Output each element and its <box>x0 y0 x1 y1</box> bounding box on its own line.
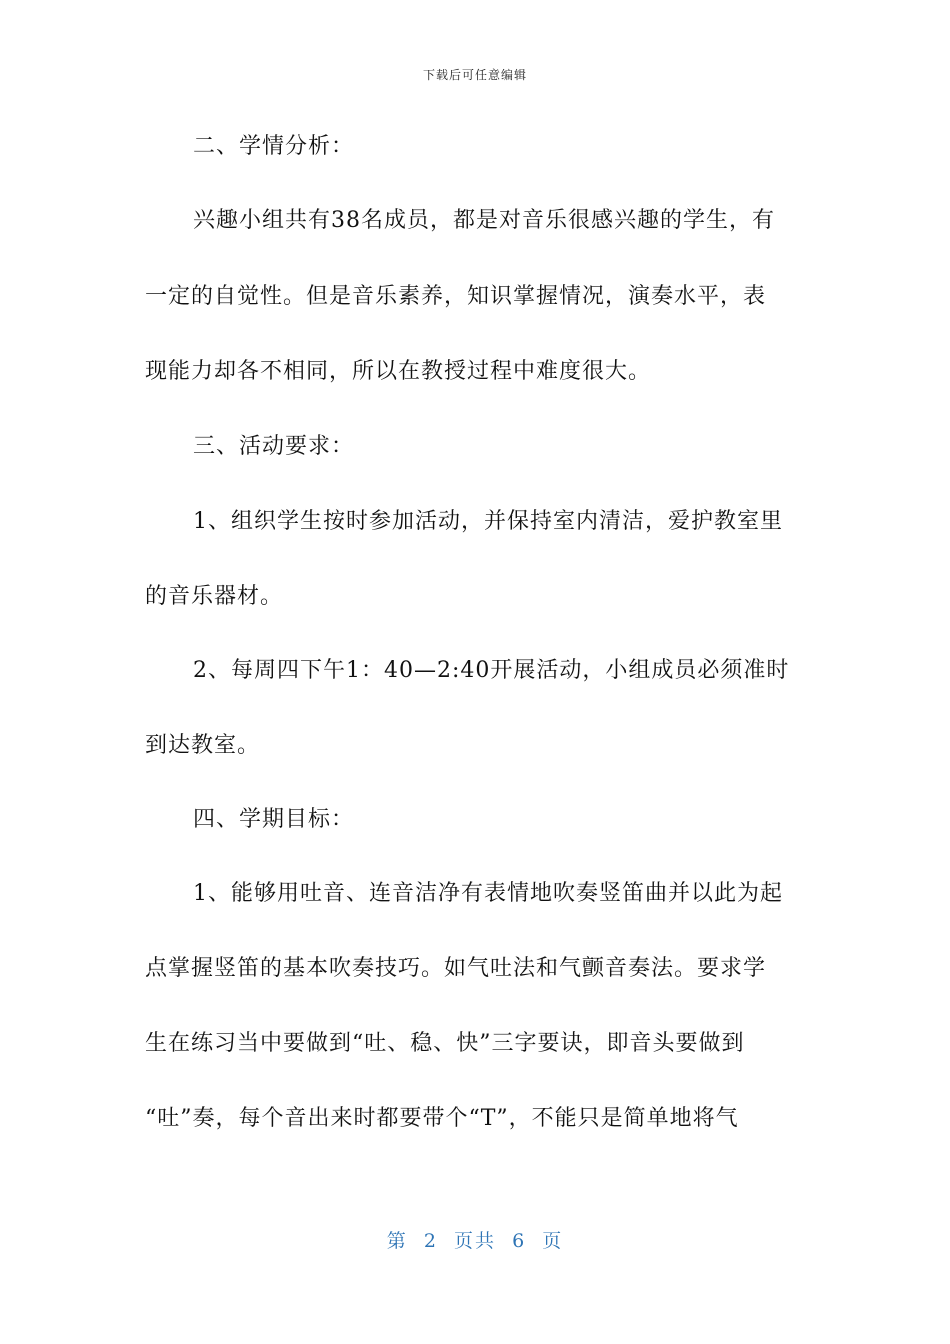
paragraph-line: 生在练习当中要做到“吐、稳、快”三字要诀，即音头要做到 <box>145 1031 745 1056</box>
paragraph-line: “吐”奏，每个音出来时都要带个“T”，不能只是简单地将气 <box>145 1106 739 1131</box>
page-number-footer: 第 2 页共 6 页 <box>386 1230 564 1252</box>
paragraph-line: 的音乐器材。 <box>145 584 284 609</box>
paragraph-line: 现能力却各不相同，所以在教授过程中难度很大。 <box>145 359 652 384</box>
header-note: 下载后可任意编辑 <box>422 68 527 82</box>
paragraph-line: 1、组织学生按时参加活动，并保持室内清洁，爱护教室里 <box>193 509 783 534</box>
section-heading-activity-requirements: 三、活动要求： <box>193 434 355 459</box>
section-heading-semester-goals: 四、学期目标： <box>193 807 355 832</box>
paragraph-line: 2、每周四下午1：40—2:40开展活动，小组成员必须准时 <box>193 658 790 683</box>
paragraph-line: 一定的自觉性。但是音乐素养，知识掌握情况，演奏水平，表 <box>145 284 767 309</box>
paragraph-line: 兴趣小组共有38名成员，都是对音乐很感兴趣的学生，有 <box>193 208 775 233</box>
paragraph-line: 1、能够用吐音、连音洁净有表情地吹奏竖笛曲并以此为起 <box>193 881 783 906</box>
paragraph-line: 点掌握竖笛的基本吹奏技巧。如气吐法和气颤音奏法。要求学 <box>145 956 767 981</box>
section-heading-learning-analysis: 二、学情分析： <box>193 134 355 159</box>
paragraph-line: 到达教室。 <box>145 733 261 758</box>
